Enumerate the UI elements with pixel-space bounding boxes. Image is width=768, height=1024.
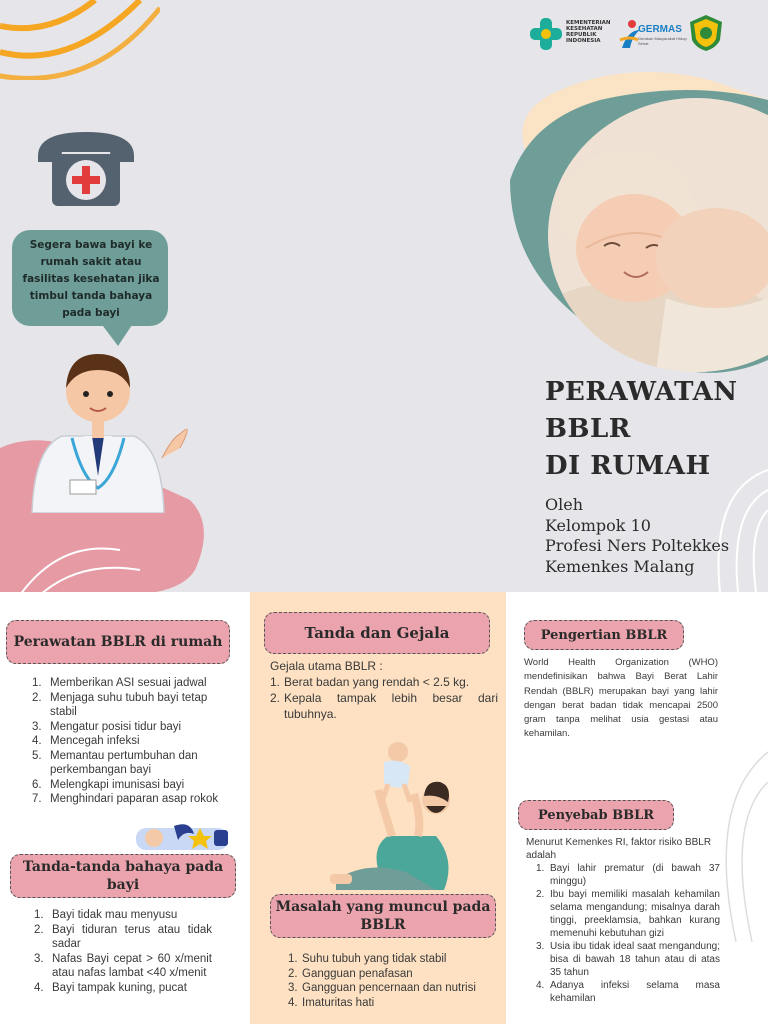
list-item: 3. Mengatur posisi tidur bayi <box>32 720 182 733</box>
heading-perawatan: Perawatan BBLR di rumah <box>6 620 230 664</box>
list-item: 3. Nafas Bayi cepat > 60 x/menit atau nafas lambat <40 x/menit <box>34 952 212 979</box>
logo-bar: KEMENTERIAN KESEHATAN REPUBLIK INDONESIA GERMAS Gerakan Masyarakat Hidup Sehat <box>528 14 728 54</box>
doctor-illustration <box>22 348 192 513</box>
problem-list <box>288 952 488 1010</box>
bubble-text: Segera bawa bayi ke rumah sakit atau fasilitas kesehatan jika timbul tanda bahaya pada bayi <box>22 239 160 319</box>
heading-tanda-bahaya: Tanda-tanda bahaya pada bayi <box>10 854 236 898</box>
list-item: 1. Memberikan ASI sesuai jadwal <box>32 677 207 689</box>
list-item: 4. Adanya infeksi selama masa kehamilan <box>536 980 720 1004</box>
panel-symptoms <box>250 592 506 1024</box>
germas-logo-text: GERMAS <box>638 24 682 35</box>
list-item: 3. Usia ibu tidak ideal saat mengandung; bisa di bawah 18 tahun atau di atas 35 tahun <box>536 941 720 978</box>
panel-definition <box>506 592 768 1024</box>
sleeping-baby-sticker <box>134 820 232 854</box>
cause-list <box>536 862 720 1005</box>
father-baby-illustration <box>326 740 476 892</box>
speech-bubble-tail <box>100 322 136 348</box>
list-item: 1. Suhu tubuh yang tidak stabil <box>288 953 447 965</box>
symptom-intro: Gejala utama BBLR : <box>270 659 383 673</box>
heading-tanda-gejala: Tanda dan Gejala <box>264 612 490 654</box>
list-item: 4. Imaturitas hati <box>288 996 375 1009</box>
symptom-list <box>270 674 498 722</box>
list-item: 2. Gangguan penafasan <box>288 967 413 980</box>
heading-masalah: Masalah yang muncul pada BBLR <box>270 894 496 938</box>
list-item: 2. Bayi tiduran terus atau tidak sadar <box>34 923 212 950</box>
care-list <box>32 676 222 807</box>
list-item: 4. Bayi tampak kuning, pucat <box>34 981 187 994</box>
panel-care <box>0 592 250 1024</box>
list-item: 1. Bayi tidak mau menyusu <box>34 909 178 921</box>
list-item: 1. Berat badan yang rendah < 2.5 kg. <box>270 675 470 689</box>
baby-photo <box>546 98 768 372</box>
list-item: 1. Bayi lahir prematur (di bawah 37 minggu) <box>536 863 720 887</box>
kemenkes-logo <box>528 16 564 52</box>
cause-intro: Menurut Kemenkes RI, faktor risiko BBLR adalah <box>526 837 712 861</box>
decorative-arcs <box>0 0 160 80</box>
list-item: 5. Memantau pertumbuhan dan perkembangan bayi <box>32 749 198 776</box>
list-item: 4. Mencegah infeksi <box>32 735 140 747</box>
list-item: 3. Gangguan pencernaan dan nutrisi <box>288 982 476 994</box>
list-item: 2. Ibu bayi memiliki masalah kehamilan selama mengandung; misalnya darah tinggi, preeklamsia, bahkan kurang memenuhi kebutuhan gizi <box>536 889 720 939</box>
definition-text: World Health Organization (WHO) mendefinisikan bahwa Bayi Berat Lahir Rendah (BBLR) merupakan bayi yang lahir dengan berat badan tidak mencapai 2500 gram tanpa melihat usia gestasi atau kehamilan. <box>524 657 718 740</box>
telephone-icon <box>32 126 140 208</box>
poltekkes-logo <box>688 14 724 52</box>
heading-pengertian: Pengertian BBLR <box>524 620 684 650</box>
cover-title: PERAWATAN BBLR DI RUMAH <box>545 377 738 481</box>
danger-list <box>34 908 212 995</box>
list-item: 2. Menjaga suhu tubuh bayi tetap stabil <box>32 691 208 718</box>
list-item: 7. Menghindari paparan asap rokok <box>32 793 219 805</box>
heading-penyebab: Penyebab BBLR <box>518 800 674 830</box>
list-item: 6. Melengkapi imunisasi bayi <box>32 778 185 791</box>
cover-author: Oleh Kelompok 10 Profesi Ners Poltekkes Kemenkes Malang <box>545 495 730 576</box>
list-item: 2. Kepala tampak lebih besar dari tubuhnya. <box>270 691 498 721</box>
